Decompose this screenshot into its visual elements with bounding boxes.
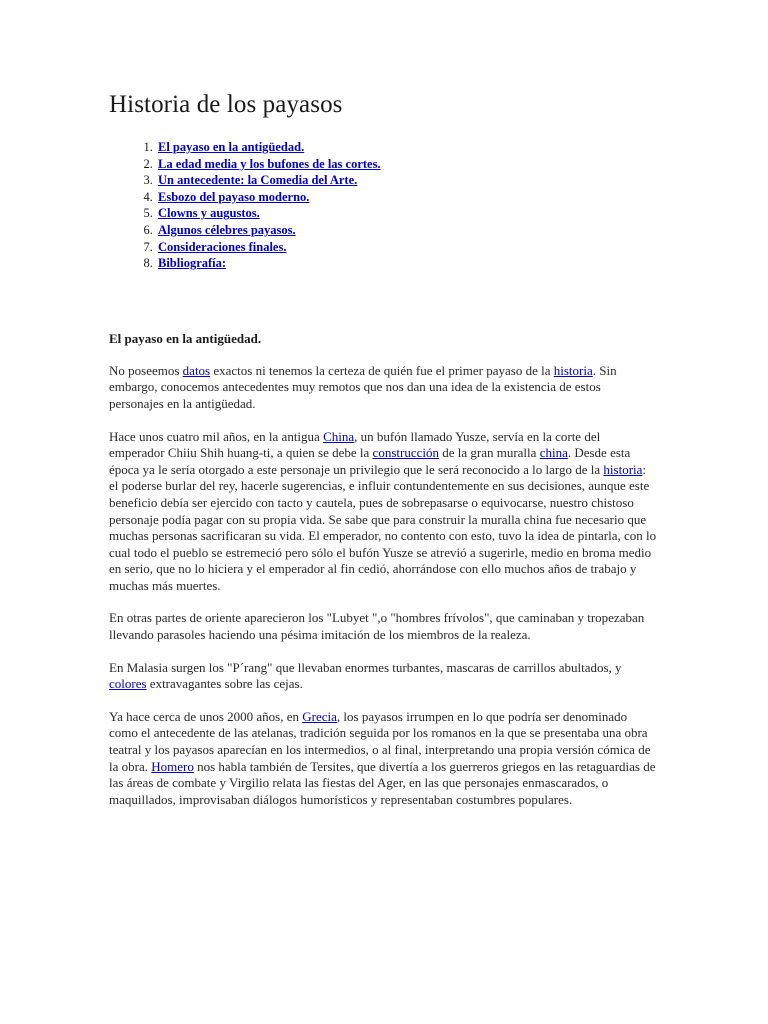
link-grecia[interactable]: Grecia — [302, 708, 337, 724]
paragraph-3: En otras partes de oriente aparecieron los "Lubyet ",o "hombres frívolos", que caminaban y tropezaban llevando parasoles haciendo una pésima imitación de los miembros de la realeza. — [109, 610, 645, 643]
toc-link-consideraciones[interactable]: Consideraciones finales. — [158, 239, 287, 254]
document-page — [109, 88, 657, 808]
toc-item — [156, 172, 657, 189]
paragraph-text: . Desde esta época ya le sería otorgado a este personaje un privilegio que le será reconocido a lo largo de la — [109, 445, 631, 477]
toc-link-clowns-augustos[interactable]: Clowns y augustos. — [158, 206, 260, 221]
paragraph-text: : el poderse burlar del rey, hacerle sugerencias, e influir contundentemente en sus decisiones, aunque este beneficio debía ser ejercido con tacto y cautela, pues de sobrepasarse o equivocarse, nuestro chistoso personaje podía pagar con su propia vida. Se sabe que para construir la muralla china fue necesario que muchas personas sacrificaran su vida. El emperador, no contento con esto, tuvo la idea de pintarla, con lo cual todo el pueblo se estremeció pero sólo el bufón Yusze se atrevió a sugerirle, medio en broma medio en serio, que no lo hiciera y el emperador al fin cedió, ahorrándose con ello muchos años de trabajo y muchas más muertes. — [109, 461, 657, 593]
toc-item — [156, 239, 657, 256]
paragraph-text: nos habla también de Tersites, que divertía a los guerreros griegos en las retaguardias de las áreas de combate y Virgilio relata las fiestas del Ager, en las que personajes enmascarados, o maquillados, improvisaban diálogos humorísticos y representaban costumbres populares. — [109, 758, 656, 807]
toc-link-celebres-payasos[interactable]: Algunos célebres payasos. — [158, 222, 296, 237]
link-datos[interactable]: datos — [182, 362, 211, 378]
toc-link-edad-media[interactable]: La edad media y los bufones de las cortes. — [158, 156, 381, 171]
paragraph-text: , un bufón llamado Yusze, servía en la corte del emperador Chiiu Shih huang-ti, a quien se debe la — [109, 428, 601, 461]
link-homero[interactable]: Homero — [151, 758, 194, 774]
link-colores[interactable]: colores — [109, 676, 147, 692]
toc-link-bibliografia[interactable]: Bibliografía: — [158, 256, 227, 271]
paragraph-text: Hace unos cuatro mil años, en la antigua — [109, 428, 324, 444]
section-heading: El payaso en la antigüedad. — [109, 330, 262, 346]
toc-link-comedia-del-arte[interactable]: Un antecedente: la Comedia del Arte. — [158, 173, 358, 188]
paragraph-text: de la gran muralla — [438, 445, 540, 461]
link-historia-2[interactable]: historia — [603, 461, 643, 477]
page-title: Historia de los payasos — [109, 91, 343, 118]
link-historia[interactable]: historia — [553, 362, 593, 378]
toc-item — [156, 189, 657, 206]
toc-item — [156, 222, 657, 239]
paragraph-text: Ya hace cerca de unos 2000 años, en — [109, 708, 303, 724]
paragraph-4 — [109, 660, 657, 693]
paragraph-5 — [109, 709, 657, 809]
paragraph-text: En Malasia surgen los "P´rang" que llevaban enormes turbantes, mascaras de carrillos abultados, y — [109, 659, 622, 675]
toc-link-antiguedad[interactable]: El payaso en la antigüedad. — [158, 140, 305, 154]
paragraph-text: . Sin embargo, conocemos antecedentes muy remotos que nos dan una idea de la existencia de estos personajes en la antigüedad. — [109, 362, 617, 411]
link-china-lower[interactable]: china — [539, 445, 568, 461]
toc-link-payaso-moderno[interactable]: Esbozo del payaso moderno. — [158, 189, 310, 204]
paragraph-text: extravagantes sobre las cejas. — [146, 676, 303, 692]
toc-item — [156, 255, 657, 272]
table-of-contents — [109, 139, 657, 272]
paragraph-text: No poseemos — [109, 362, 183, 378]
link-china[interactable]: China — [323, 428, 355, 444]
paragraph-text: , los payasos irrumpen en lo que podría ser denominado como el antecedente de las atelanas, tradición seguida por los romanos en la que se presentaba una obra teatral y los payasos aparecían en los intermedios, o al final, interpretando una propia versión cómica de la obra. — [109, 708, 651, 774]
paragraph-text: exactos ni tenemos la certeza de quién fue el primer payaso de la — [210, 362, 554, 378]
link-construccion[interactable]: construcción — [372, 445, 439, 461]
toc-item — [156, 205, 657, 222]
paragraph-1 — [109, 363, 657, 413]
toc-item — [156, 156, 657, 173]
toc-item — [156, 139, 657, 156]
paragraph-2 — [109, 429, 657, 595]
